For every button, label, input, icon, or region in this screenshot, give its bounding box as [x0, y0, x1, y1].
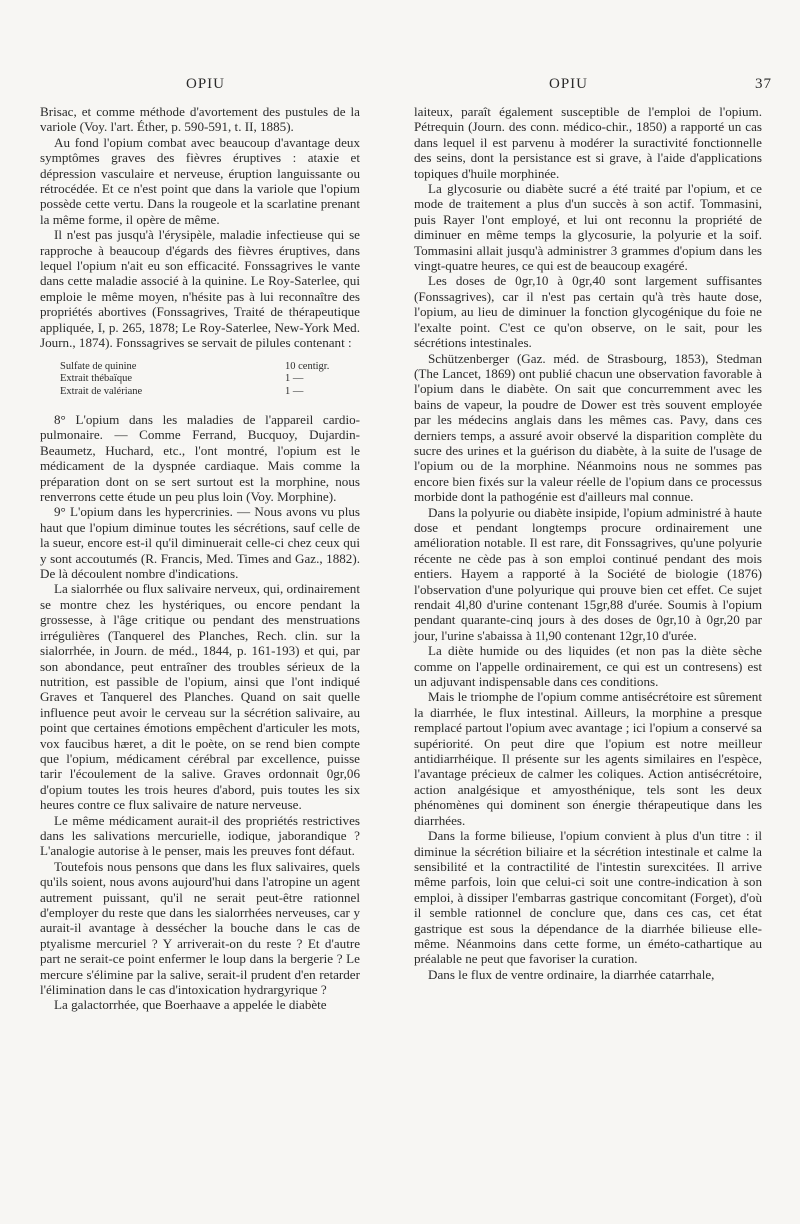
- section-paragraph: 9° L'opium dans les hypercrinies. — Nous avons vu plus haut que l'opium diminue toutes les sécrétions, sauf celle de la sueur, encore est-il qu'il diminuerait celle-ci chez ceux qui y sont accoutumés (R. Francis, Med. Times and Gaz., 1882). De là découlent nombre d'indications.: [40, 504, 360, 582]
- paragraph: Le même médicament aurait-il des propriétés restrictives dans les salivations mercurielle, iodique, jaborandique ? L'analogie autorise à le penser, mais les preuves font défaut.: [40, 812, 360, 859]
- prescription-table: [60, 361, 360, 399]
- paragraph: Brisac, et comme méthode d'avortement des pustules de la variole (Voy. l'art. Éther, p. 590-591, t. II, 1885).: [40, 104, 360, 135]
- header-right-title: OPIU: [549, 76, 589, 92]
- header-left-title: OPIU: [186, 76, 226, 92]
- paragraph: La glycosurie ou diabète sucré a été traité par l'opium, et ce mode de traitement a plus d'un succès à son actif. Tommasini, puis Rayer l'ont employé, et lui ont reconnu la propriété de diminuer en même temps la glycosurie, la polyurie et la soif. Tommasini allait jusqu'à administrer 3 grammes d'opium dans les vingt-quatre heures, ce qui est de beaucoup exagéré.: [414, 181, 762, 274]
- left-column: [40, 104, 360, 1013]
- paragraph: Il n'est pas jusqu'à l'érysipèle, maladie infectieuse qui se rapproche à beaucoup d'égards des fièvres éruptives, dans lequel l'opium n'ait eu son efficacité. Fonssagrives le vante dans cette maladie associé à la quinine. Le Roy-Saterlee, qui emploie le même moyen, n'hésite pas à lui reconnaître des propriétés abortives (Fonssagrives, Traité de thérapeutique appliquée, I, p. 265, 1878; Le Roy-Saterlee, New-York Med. Journ., 1874). Fonssagrives se servait de pilules contenant :: [40, 227, 360, 351]
- prescription-row: [60, 386, 360, 399]
- paragraph: Les doses de 0gr,10 à 0gr,40 sont largement suffisantes (Fonssagrives), car il n'est pas certain qu'à très haute dose, l'opium, au lieu de diminuer la fonction glycogénique du foie ne l'exalte point. C'est ce qu'on observe, on le sait, pour les sécrétions intestinales.: [414, 273, 762, 351]
- ingredient-name: Sulfate de quinine: [60, 360, 137, 372]
- ingredient-name: Extrait thébaïque: [60, 373, 133, 384]
- section-paragraph: 8° L'opium dans les maladies de l'appareil cardio-pulmonaire. — Comme Ferrand, Bucquoy, Dujardin-Beaumetz, Huchard, etc., l'ont montré, l'opium est le médicament de la dyspnée cardiaque. Mais comme la préparation dont on se sert surtout est la morphine, nous renverrons cette étude un peu plus loin (Voy. Morphine).: [40, 412, 360, 505]
- ingredient-dose: 1 —: [285, 373, 304, 384]
- prescription-row: [60, 361, 360, 374]
- ingredient-dose: 10 centigr.: [285, 360, 330, 372]
- paragraph: Mais le triomphe de l'opium comme antisécrétoire est sûrement la diarrhée, le flux intestinal. Ailleurs, la morphine a presque remplacé partout l'opium avec avantage ; ici l'opium a conservé sa supériorité. On peut dire que l'opium est notre meilleur antidiarrhéique. Il présente sur les agents similaires en l'espèce, l'avantage précieux de calmer les coliques. Action antisécrétoire, action analgésique et amyosthénique, tels sont les deux phénomènes qui dominent son énergie thérapeutique dans les diarrhées.: [414, 689, 762, 828]
- paragraph: La galactorrhée, que Boerhaave a appelée le diabète: [54, 997, 327, 1013]
- paragraph: Toutefois nous pensons que dans les flux salivaires, quels qu'ils soient, nous avons aujourd'hui dans l'atropine un agent autrement puissant, qu'il ne serait peut-être rationnel d'employer du reste que dans les sialorrhées nerveuses, car y aurait-il avantage à dessécher la bouche dans le cas de ptyalisme mercuriel ? Y arriverait-on du reste ? Et d'autre part ne serait-ce point enfermer le loup dans la bergerie ? Le mercure s'élimine par la salive, serait-il prudent d'en retarder l'élimination dans le cas d'intoxication hydrargyrique ?: [40, 858, 360, 998]
- running-header: [36, 76, 772, 98]
- ingredient-dose: 1 —: [285, 385, 304, 397]
- paragraph: Au fond l'opium combat avec beaucoup d'avantage deux symptômes graves des fièvres éruptives : ataxie et dépression vasculaire et nerveuse, éruption languissante ou rétrocédée. Et ce n'est point que dans la variole que l'opium possède cette vertu. Dans la rougeole et la scarlatine prenant la même forme, il opère de même.: [40, 134, 360, 227]
- paragraph: Dans le flux de ventre ordinaire, la diarrhée catarrhale,: [428, 966, 715, 982]
- paragraph: Dans la polyurie ou diabète insipide, l'opium administré à haute dose et pendant longtemps procure ordinairement une amélioration notable. Il est rare, dit Fonssagrives, qu'une polyurie récente ne cède pas à son emploi continué pendant des mois entiers. Hayem a rapporté à la Société de biologie (1876) l'observation d'une polyurique qui prouve bien cet effet. Ce sujet rendait 4l,80 d'urine contenant 15gr,88 d'urée. Soumis à l'opium pendant quarante-cinq jours à des doses de 0gr,10 à 0gr,20 par jour, l'urine s'abaissa à 1l,90 contenant 12gr,10 d'urée.: [414, 504, 762, 643]
- paragraph: La sialorrhée ou flux salivaire nerveux, qui, ordinairement se montre chez les hystériques, ou encore pendant la grossesse, à l'âge critique ou pendant des menstruations irrégulières (Tanquerel des Planches, Rech. clin. sur la sialorrhée, in Journ. de méd., 1844, p. 161-193) et qui, par son abondance, peut entraîner des troubles sérieux de la nutrition, est passible de l'opium, ainsi que l'ont indiqué Graves et Tanquerel des Planches. Quand on sait quelle influence peut avoir le cerveau sur la sécrétion salivaire, au point que certaines émotions empêchent d'articuler les mots, vox faucibus hæret, a dit le poète, on se rend bien compte que l'opium, médicament cérébral par excellence, puisse tarir l'écoulement de la salive. Graves ordonnait 0gr,06 d'opium toutes les trois heures d'abord, puis toutes les six heures contre ce flux salivaire de nature nerveuse.: [40, 581, 360, 813]
- paragraph: Schützenberger (Gaz. méd. de Strasbourg, 1853), Stedman (The Lancet, 1869) ont publié chacun une observation favorable à l'opium dans le diabète. On sait que concurremment avec les bains de vapeur, la poudre de Dower est très souvent employée par les médecins anglais dans les mêmes cas. Pavy, dans ces derniers temps, a assuré avoir observé la disparition complète du sucre des urines et la guérison du diabète, à la suite de l'usage de l'opium ou de la morphine. Néanmoins nous ne sommes pas encore bien fixés sur la valeur réelle de l'opium dans ce processus morbide dont la pathogénie est d'ailleurs mal connue.: [414, 350, 762, 505]
- page-number: 37: [755, 76, 772, 92]
- prescription-row: [60, 373, 360, 386]
- paragraph: La diète humide ou des liquides (et non pas la diète sèche comme on l'appelle ordinairement, ce qui est un contresens) est un adjuvant indispensable dans ces conditions.: [414, 643, 762, 690]
- paragraph: Dans la forme bilieuse, l'opium convient à plus d'un titre : il diminue la sécrétion biliaire et la sécrétion intestinale et calme la sensibilité et la contractilité de l'intestin surexcitées. Il arrive même parfois, loin que celui-ci soit une contre-indication à son emploi, à dissiper l'embarras gastrique concomitant (Forget), d'où il semble rationnel de conclure que, dans ces cas, cet état gastrique est sous la dépendance de la diarrhée bilieuse elle-même. Néanmoins dans cette forme, un éméto-cathartique au préalable ne peut que favoriser la curation.: [414, 828, 762, 967]
- right-column: [414, 104, 762, 982]
- ingredient-name: Extrait de valériane: [60, 385, 143, 397]
- paragraph: laiteux, paraît également susceptible de l'emploi de l'opium. Pétrequin (Journ. des conn. médico-chir., 1850) a rapporté un cas dans lequel il est parvenu à modérer la suractivité fonctionnelle des seins, dont la persistance est si grave, à l'aide d'applications topiques d'huile morphinée.: [414, 104, 762, 181]
